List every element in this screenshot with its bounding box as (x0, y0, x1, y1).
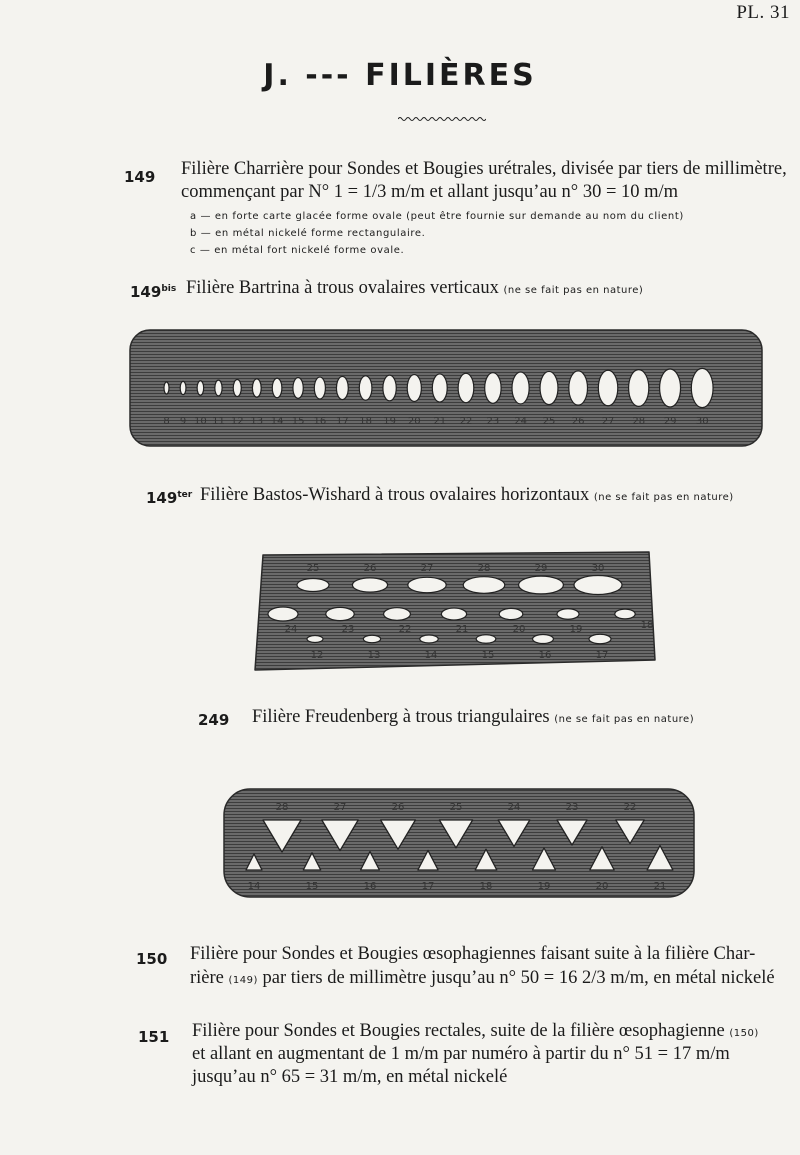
item-149-line2: commençant par N° 1 = 1/3 m/m et allant jusqu’au n° 30 = 10 m/m (181, 182, 679, 202)
oval-hole (407, 375, 421, 402)
oval-hole (589, 634, 611, 644)
oval-hole (336, 376, 348, 399)
hole-size-label: 23 (565, 802, 579, 813)
bastos-wishard-plate-figure (253, 550, 659, 673)
oval-hole (297, 579, 329, 592)
oval-hole (660, 369, 681, 407)
decorative-squiggle (398, 115, 486, 123)
oval-hole (458, 373, 474, 402)
hole-size-label: 27 (420, 563, 434, 574)
oval-hole (512, 372, 529, 404)
oval-hole (307, 636, 323, 643)
item-149bis-title: Filière Bartrina à trous ovalaires verticaux (ne se fait pas en nature) (186, 278, 644, 298)
hole-size-label: 14 (424, 650, 438, 661)
oval-hole (629, 370, 649, 407)
oval-hole (557, 609, 579, 620)
hole-size-label: 17 (421, 881, 435, 892)
oval-hole (164, 382, 169, 394)
oval-hole (293, 378, 303, 399)
hole-size-label: 20 (595, 881, 609, 892)
oval-hole (420, 635, 438, 643)
item-149-option-a: a — en forte carte glacée forme ovale (peut être fournie sur demande au nom du client) (190, 211, 684, 222)
oval-hole (485, 373, 501, 404)
hole-size-label: 8 (163, 416, 170, 427)
hole-size-label: 20 (407, 416, 421, 427)
hole-size-label: 14 (270, 416, 284, 427)
oval-hole (615, 609, 635, 619)
oval-hole (384, 608, 411, 621)
hole-size-label: 19 (569, 624, 583, 635)
hole-size-label: 17 (335, 416, 349, 427)
oval-hole (519, 576, 564, 594)
item-149-line1: Filière Charrière pour Sondes et Bougies urétrales, divisée par tiers de millimètre, (181, 159, 787, 179)
freudenberg-plate-figure (222, 786, 696, 900)
hole-size-label: 24 (507, 802, 521, 813)
item-number-149ter: $149^{ter}$ (146, 489, 193, 507)
hole-size-label: 17 (595, 650, 609, 661)
oval-hole (363, 635, 380, 643)
oval-hole (476, 635, 496, 644)
item-151-line2: et allant en augmentant de 1 m/m par numéro à partir du n° 51 = 17 m/m (192, 1044, 730, 1064)
oval-hole (463, 577, 505, 594)
item-number-150: 150 (136, 950, 168, 968)
hole-size-label: 18 (359, 416, 372, 427)
hole-size-label: 15 (305, 881, 319, 892)
oval-hole (499, 608, 523, 619)
hole-size-label: 14 (247, 881, 261, 892)
oval-hole (252, 379, 261, 397)
hole-size-label: 24 (284, 624, 298, 635)
hole-size-label: 22 (459, 416, 473, 427)
oval-hole (533, 635, 554, 644)
oval-hole (441, 608, 466, 620)
hole-size-label: 21 (433, 416, 447, 427)
item-number-249: 249 (198, 711, 230, 729)
item-150-line1: Filière pour Sondes et Bougies œsophagiennes faisant suite à la filière Char- (190, 944, 756, 964)
hole-size-label: 29 (663, 416, 677, 427)
oval-hole (540, 371, 558, 404)
hole-size-label: 23 (341, 624, 355, 635)
hole-size-label: 30 (695, 416, 709, 427)
hole-size-label: 15 (481, 650, 495, 661)
hole-size-label: 18 (479, 881, 493, 892)
item-151-ref: (150) (729, 1028, 759, 1039)
hole-size-label: 25 (542, 416, 556, 427)
hole-size-label: 19 (537, 881, 551, 892)
hole-size-label: 27 (333, 802, 347, 813)
item-number-149bis: $149^{bis}$ (130, 283, 177, 301)
hole-size-label: 28 (632, 416, 646, 427)
hole-size-label: 9 (179, 416, 187, 427)
plate-number: PL. 31 (736, 2, 790, 23)
hole-size-label: 25 (306, 563, 320, 574)
item-151-line3: jusqu’au n° 65 = 31 m/m, en métal nickelé (192, 1067, 508, 1087)
item-149-option-c: c — en métal fort nickelé forme ovale. (190, 245, 405, 256)
hole-size-label: 19 (383, 416, 396, 427)
item-149ter-note: (ne se fait pas en nature) (593, 492, 734, 503)
oval-hole (598, 370, 617, 406)
oval-hole (574, 576, 622, 595)
item-150-ref: (149) (228, 975, 258, 986)
item-249-title: Filière Freudenberg à trous triangulaires (ne se fait pas en nature) (252, 707, 695, 727)
oval-hole (691, 368, 713, 407)
hole-size-label: 26 (363, 563, 377, 574)
oval-hole (180, 381, 186, 394)
oval-hole (569, 371, 588, 405)
hole-size-label: 24 (514, 416, 527, 427)
oval-hole (408, 577, 446, 592)
hole-size-label: 13 (250, 416, 264, 427)
oval-hole (383, 375, 396, 401)
hole-size-label: 18 (640, 620, 654, 631)
oval-hole (215, 380, 222, 396)
hole-size-label: 26 (571, 416, 585, 427)
hole-size-label: 28 (275, 802, 289, 813)
page-title: J. --- FILIÈRES (263, 58, 537, 93)
oval-hole (233, 380, 241, 397)
oval-hole (268, 607, 298, 621)
hole-size-label: 12 (310, 650, 324, 661)
item-249-note: (ne se fait pas en nature) (554, 714, 695, 725)
hole-size-label: 28 (477, 563, 491, 574)
oval-hole (314, 377, 325, 399)
hole-size-label: 21 (653, 881, 667, 892)
hole-size-label: 29 (534, 563, 548, 574)
item-number-151: 151 (138, 1028, 170, 1046)
oval-hole (352, 578, 387, 592)
hole-size-label: 13 (367, 650, 381, 661)
hole-size-label: 26 (391, 802, 405, 813)
hole-size-label: 12 (230, 416, 244, 427)
hole-size-label: 16 (313, 416, 327, 427)
hole-size-label: 21 (455, 624, 469, 635)
oval-hole (272, 378, 282, 397)
item-149ter-title: Filière Bastos-Wishard à trous ovalaires horizontaux (ne se fait pas en nature) (200, 485, 734, 505)
item-150-line2: rière (149) par tiers de millimètre jusqu’au n° 50 = 16 2/3 m/m, en métal nickelé (190, 968, 775, 988)
hole-size-label: 20 (512, 624, 526, 635)
bartrina-plate-figure (128, 326, 764, 450)
hole-size-label: 23 (486, 416, 500, 427)
hole-size-label: 16 (538, 650, 552, 661)
item-number-149: 149 (124, 168, 156, 186)
hole-size-label: 22 (398, 624, 412, 635)
hole-size-label: 30 (591, 563, 605, 574)
hole-size-label: 25 (449, 802, 463, 813)
oval-hole (359, 376, 372, 400)
hole-size-label: 16 (363, 881, 377, 892)
hole-size-label: 27 (601, 416, 615, 427)
hole-size-label: 22 (623, 802, 637, 813)
item-151-line1: Filière pour Sondes et Bougies rectales, suite de la filière œsophagienne (150) (192, 1021, 759, 1041)
oval-hole (432, 374, 447, 402)
hole-size-label: 15 (291, 416, 305, 427)
hole-size-label: 11 (212, 416, 225, 427)
hole-size-label: 10 (194, 416, 207, 427)
oval-hole (326, 607, 354, 620)
oval-hole (197, 381, 204, 395)
item-149bis-note: (ne se fait pas en nature) (503, 285, 644, 296)
item-149-option-b: b — en métal nickelé forme rectangulaire. (190, 228, 426, 239)
